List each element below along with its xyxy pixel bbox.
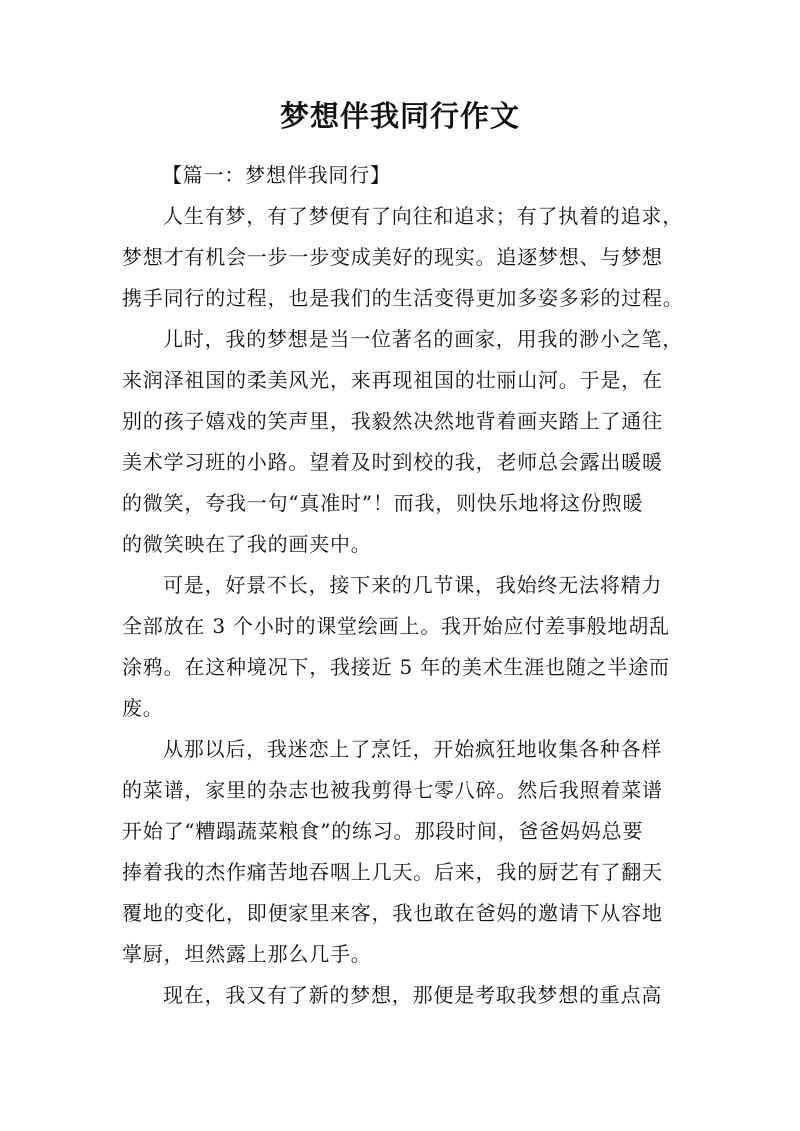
paragraph-2	[122, 319, 683, 565]
paragraph-line: 捧着我的杰作痛苦地吞咽上几天。后来，我的厨艺有了翻天	[122, 860, 663, 884]
document-title: 梦想伴我同行作文	[279, 99, 520, 133]
paragraph-line: 现在，我又有了新的梦想，那便是考取我梦想的重点高	[163, 983, 663, 1007]
paragraph-3	[122, 565, 680, 729]
paragraph-line: 人生有梦，有了梦便有了向往和追求；有了执着的追求，	[163, 204, 683, 228]
paragraph-line: 梦想才有机会一步一步变成美好的现实。追逐梦想、与梦想	[122, 245, 663, 269]
paragraph-line: 覆地的变化，即便家里来客，我也敢在爸妈的邀请下从容地	[122, 901, 663, 925]
paragraph-5	[122, 975, 680, 1016]
paragraph-line: 掌厨，坦然露上那么几手。	[122, 942, 372, 966]
paragraph-line: 别的孩子嬉戏的笑声里，我毅然决然地背着画夹踏上了通往	[122, 409, 663, 433]
paragraph-line: 可是，好景不长，接下来的几节课，我始终无法将精力	[163, 573, 663, 597]
paragraph-line: 从那以后，我迷恋上了烹饪，开始疯狂地收集各种各样	[163, 737, 663, 761]
document-body	[122, 155, 684, 1016]
paragraph-line: 来润泽祖国的柔美风光，来再现祖国的壮丽山河。于是，在	[122, 368, 663, 392]
paragraph-line: 儿时，我的梦想是当一位著名的画家，用我的渺小之笔，	[163, 327, 683, 351]
paragraph-line: 的微笑映在了我的画夹中。	[122, 532, 372, 556]
paragraph-line: 美术学习班的小路。望着及时到校的我，老师总会露出暖暖	[122, 450, 663, 474]
paragraph-4	[122, 729, 680, 975]
paragraph-line: 涂鸦。在这种境况下，我接近 5 年的美术生涯也随之半途而	[122, 655, 670, 679]
section-heading: 【篇一：梦想伴我同行】	[162, 163, 391, 187]
paragraph-1	[122, 196, 684, 319]
paragraph-line: 全部放在 3 个小时的课堂绘画上。我开始应付差事般地胡乱	[122, 614, 670, 638]
paragraph-line: 开始了“糟蹋蔬菜粮食”的练习。那段时间，爸爸妈妈总要	[122, 819, 644, 843]
paragraph-line: 携手同行的过程，也是我们的生活变得更加多姿多彩的过程。	[122, 286, 684, 310]
paragraph-line: 的菜谱，家里的杂志也被我剪得七零八碎。然后我照着菜谱	[122, 778, 663, 802]
paragraph-line: 的微笑，夸我一句“真准时”！而我，则快乐地将这份煦暖	[122, 491, 644, 515]
paragraph-line: 废。	[122, 696, 164, 720]
